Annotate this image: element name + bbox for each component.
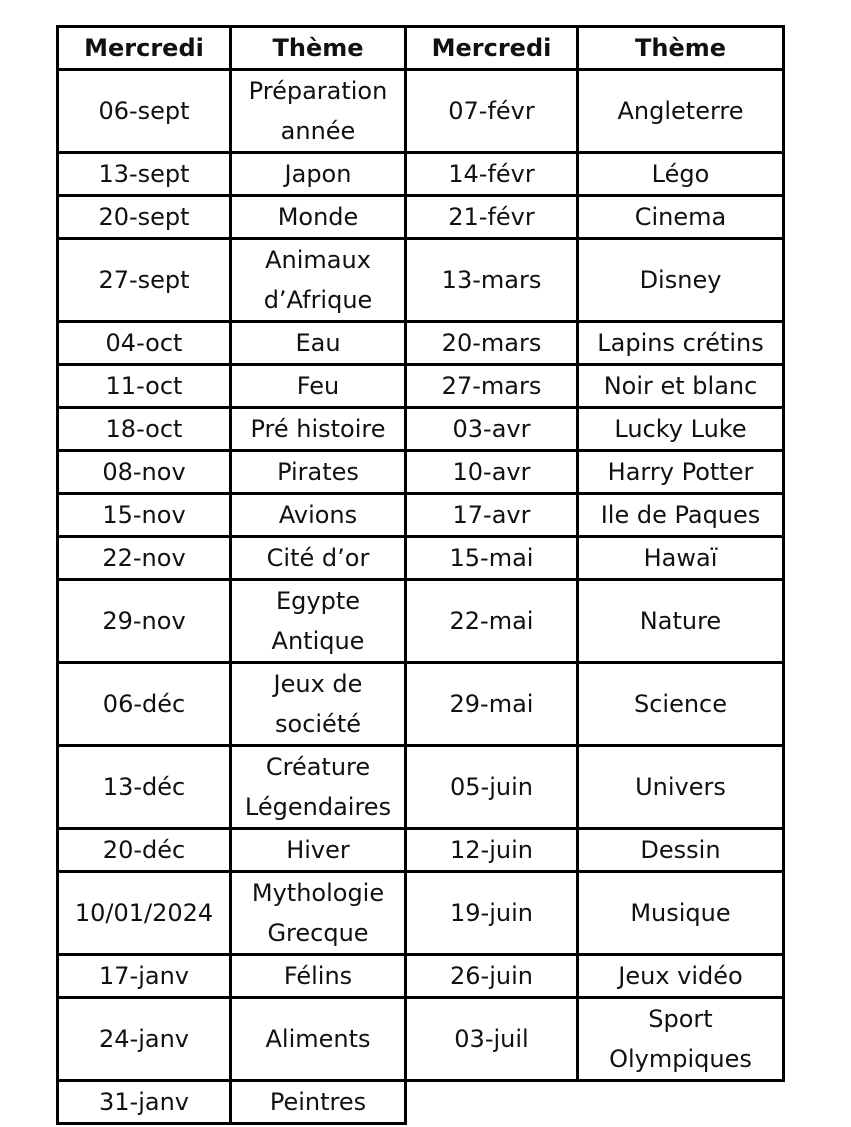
date-cell-2 (406, 239, 578, 322)
date-cell-1 (58, 239, 231, 322)
date-cell-2 (406, 70, 578, 153)
date-cell-2-text: 22-mai (449, 607, 534, 635)
date-cell-2 (406, 494, 578, 537)
theme-cell-1-text: Monde (277, 203, 359, 231)
date-cell-2 (406, 322, 578, 365)
table-row (58, 408, 784, 451)
date-cell-1 (58, 829, 231, 872)
theme-cell-1 (231, 1081, 406, 1124)
theme-cell-1 (231, 955, 406, 998)
theme-cell-1 (231, 451, 406, 494)
theme-cell-2-text: Hawaï (643, 544, 718, 572)
table-row (58, 537, 784, 580)
theme-cell-2 (578, 153, 784, 196)
table-row (58, 322, 784, 365)
date-cell-1-text: 11-oct (105, 372, 183, 400)
theme-cell-2 (578, 196, 784, 239)
date-cell-2 (406, 451, 578, 494)
header-date-1: Mercredi (58, 27, 231, 70)
theme-cell-1 (231, 239, 406, 322)
date-cell-2 (406, 365, 578, 408)
date-cell-2 (406, 998, 578, 1081)
date-cell-1 (58, 663, 231, 746)
table-row (58, 663, 784, 746)
table-row (58, 746, 784, 829)
header-theme-1: Thème (231, 27, 406, 70)
date-cell-1 (58, 580, 231, 663)
date-cell-1 (58, 998, 231, 1081)
theme-cell-1 (231, 322, 406, 365)
theme-cell-2 (578, 322, 784, 365)
theme-cell-2-text: Sport Olympiques (609, 1005, 752, 1073)
date-cell-1-text: 29-nov (102, 607, 186, 635)
date-cell-1-text: 06-sept (98, 97, 190, 125)
table-row (58, 494, 784, 537)
date-cell-1-text: 20-déc (102, 836, 186, 864)
theme-cell-2 (578, 70, 784, 153)
theme-cell-1 (231, 196, 406, 239)
date-cell-1-text: 06-déc (102, 690, 186, 718)
date-cell-1-text: 27-sept (98, 266, 190, 294)
theme-cell-1-text: Peintres (269, 1088, 367, 1116)
theme-cell-2-text: Harry Potter (607, 458, 754, 486)
theme-cell-2-text: Science (633, 690, 728, 718)
theme-cell-2-text: Dessin (640, 836, 721, 864)
theme-cell-1-text: Feu (296, 372, 340, 400)
date-cell-1-text: 18-oct (105, 415, 183, 443)
theme-cell-1-text: Préparation année (248, 77, 388, 145)
header-row (58, 27, 784, 70)
date-cell-1-text: 31-janv (99, 1088, 189, 1116)
date-cell-2 (406, 663, 578, 746)
date-cell-2 (406, 746, 578, 829)
date-cell-2-text: 03-avr (452, 415, 531, 443)
theme-cell-2 (578, 365, 784, 408)
date-cell-1 (58, 746, 231, 829)
date-cell-2 (406, 196, 578, 239)
date-cell-2 (406, 408, 578, 451)
theme-cell-1-text: Mythologie Grecque (251, 879, 385, 947)
date-cell-2 (406, 829, 578, 872)
theme-cell-2 (578, 829, 784, 872)
date-cell-2-text: 26-juin (450, 962, 533, 990)
header-theme-2: Thème (578, 27, 784, 70)
table-row (58, 196, 784, 239)
table-row (58, 872, 784, 955)
theme-cell-2-text: Musique (630, 899, 731, 927)
date-cell-1-text: 22-nov (102, 544, 186, 572)
theme-cell-1 (231, 872, 406, 955)
theme-cell-1-text: Créature Légendaires (244, 753, 392, 821)
date-cell-1-text: 13-sept (98, 160, 190, 188)
date-cell-1 (58, 153, 231, 196)
theme-cell-2-text: Nature (639, 607, 722, 635)
date-cell-2-text: 15-mai (449, 544, 534, 572)
theme-cell-1-text: Aliments (265, 1025, 371, 1053)
theme-cell-1 (231, 70, 406, 153)
date-cell-2 (406, 955, 578, 998)
header-date-2: Mercredi (406, 27, 578, 70)
date-cell-1-text: 13-déc (102, 773, 186, 801)
table-row (58, 153, 784, 196)
date-cell-2-text: 27-mars (441, 372, 542, 400)
theme-cell-1-text: Pirates (277, 458, 359, 486)
theme-cell-2 (578, 580, 784, 663)
empty-cell (406, 1081, 784, 1124)
theme-cell-2 (578, 537, 784, 580)
theme-cell-1 (231, 537, 406, 580)
theme-cell-2 (578, 451, 784, 494)
table-row (58, 580, 784, 663)
theme-cell-2 (578, 998, 784, 1081)
theme-cell-1-text: Hiver (286, 836, 350, 864)
date-cell-2-text: 10-avr (452, 458, 531, 486)
date-cell-1-text: 17-janv (99, 962, 189, 990)
date-cell-1-text: 20-sept (98, 203, 190, 231)
theme-cell-1 (231, 829, 406, 872)
theme-cell-2 (578, 494, 784, 537)
date-cell-2 (406, 580, 578, 663)
date-cell-1 (58, 494, 231, 537)
theme-cell-2 (578, 408, 784, 451)
theme-cell-1-text: Animaux d’Afrique (263, 246, 373, 314)
theme-cell-2-text: Angleterre (617, 97, 744, 125)
schedule-table (56, 25, 785, 1125)
date-cell-1 (58, 955, 231, 998)
date-cell-1 (58, 451, 231, 494)
date-cell-1 (58, 70, 231, 153)
date-cell-1-text: 24-janv (99, 1025, 189, 1053)
date-cell-2 (406, 537, 578, 580)
theme-cell-2-text: Ile de Paques (600, 501, 761, 529)
theme-cell-2-text: Jeux vidéo (618, 962, 743, 990)
theme-cell-2 (578, 872, 784, 955)
date-cell-1 (58, 408, 231, 451)
theme-cell-2-text: Univers (635, 773, 726, 801)
table-row (58, 365, 784, 408)
theme-cell-1-text: Eau (295, 329, 341, 357)
theme-cell-1 (231, 998, 406, 1081)
date-cell-2-text: 14-févr (448, 160, 535, 188)
date-cell-1 (58, 322, 231, 365)
theme-cell-2-text: Noir et blanc (603, 372, 758, 400)
date-cell-2-text: 12-juin (450, 836, 533, 864)
theme-cell-2 (578, 663, 784, 746)
theme-cell-1-text: Japon (284, 160, 352, 188)
theme-cell-1-text: Pré histoire (250, 415, 386, 443)
theme-cell-2-text: Cinema (634, 203, 727, 231)
theme-cell-1 (231, 580, 406, 663)
theme-cell-1 (231, 408, 406, 451)
theme-cell-2 (578, 746, 784, 829)
date-cell-1-text: 15-nov (102, 501, 186, 529)
theme-cell-1 (231, 494, 406, 537)
date-cell-2-text: 19-juin (450, 899, 533, 927)
theme-cell-2-text: Légo (651, 160, 710, 188)
theme-cell-1 (231, 663, 406, 746)
date-cell-2-text: 29-mai (449, 690, 534, 718)
theme-cell-1 (231, 746, 406, 829)
theme-cell-2-text: Disney (639, 266, 722, 294)
theme-cell-1 (231, 153, 406, 196)
theme-cell-1 (231, 365, 406, 408)
date-cell-1-text: 04-oct (105, 329, 183, 357)
theme-cell-1-text: Avions (278, 501, 358, 529)
date-cell-1 (58, 872, 231, 955)
date-cell-2-text: 17-avr (452, 501, 531, 529)
theme-cell-1-text: Jeux de société (273, 670, 363, 738)
theme-cell-1-text: Egypte Antique (271, 587, 365, 655)
table-row (58, 451, 784, 494)
theme-cell-2-text: Lucky Luke (614, 415, 747, 443)
date-cell-2 (406, 872, 578, 955)
date-cell-2-text: 05-juin (450, 773, 533, 801)
table-row (58, 998, 784, 1081)
date-cell-2 (406, 153, 578, 196)
date-cell-2-text: 07-févr (448, 97, 535, 125)
date-cell-2-text: 20-mars (441, 329, 542, 357)
theme-cell-1-text: Félins (283, 962, 353, 990)
table-row (58, 239, 784, 322)
date-cell-1 (58, 365, 231, 408)
table-row (58, 70, 784, 153)
date-cell-2-text: 03-juil (454, 1025, 529, 1053)
theme-cell-2 (578, 239, 784, 322)
date-cell-1 (58, 537, 231, 580)
theme-cell-2-text: Lapins crétins (597, 329, 764, 357)
theme-cell-2 (578, 955, 784, 998)
table-row (58, 1081, 784, 1124)
date-cell-1-text: 08-nov (102, 458, 186, 486)
date-cell-1 (58, 1081, 231, 1124)
date-cell-2-text: 21-févr (448, 203, 535, 231)
date-cell-1-text: 10/01/2024 (74, 899, 214, 927)
date-cell-1 (58, 196, 231, 239)
table-row (58, 955, 784, 998)
schedule-body (58, 70, 784, 1124)
theme-cell-1-text: Cité d’or (266, 544, 370, 572)
date-cell-2-text: 13-mars (441, 266, 542, 294)
table-row (58, 829, 784, 872)
